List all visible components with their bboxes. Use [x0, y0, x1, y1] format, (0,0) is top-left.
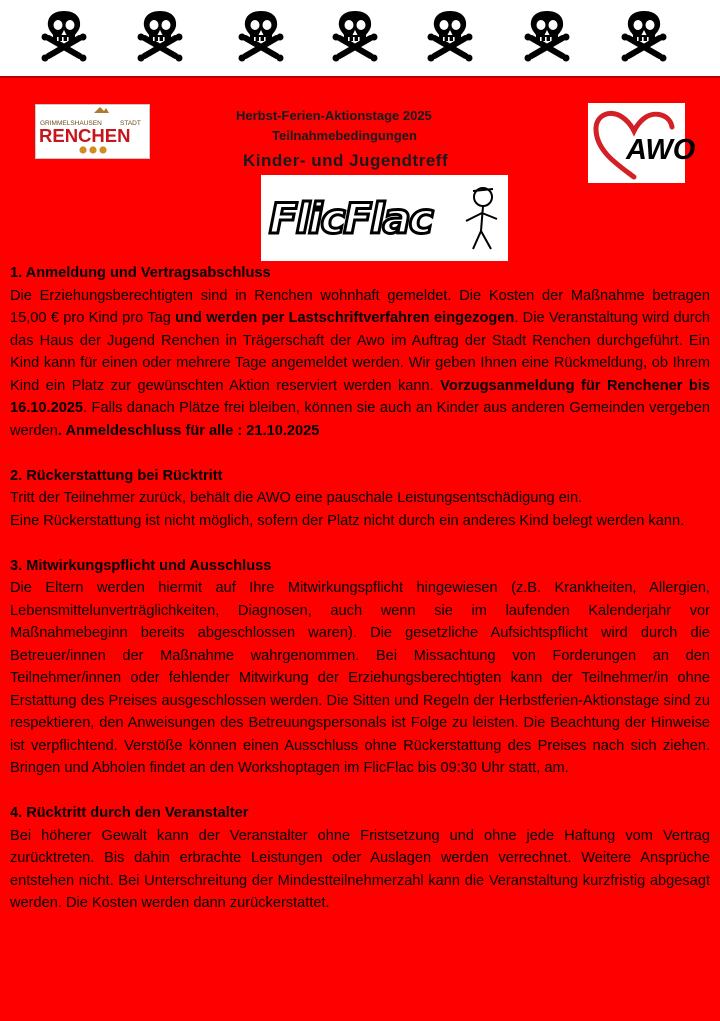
- renchen-logo-small: GRIMMELSHAUSEN: [40, 120, 102, 127]
- section-4-heading: 4. Rücktritt durch den Veranstalter: [10, 805, 249, 821]
- flicflac-logo-text: FlicFlac: [269, 194, 432, 243]
- renchen-logo: [35, 104, 150, 159]
- title-line-2: Teilnahmebedingungen: [272, 128, 417, 143]
- section-2-body-2: Eine Rückerstattung ist nicht möglich, sofern der Platz nicht durch ein anderes Kind belegt werden kann.: [10, 512, 685, 529]
- title-line-1: Herbst-Ferien-Aktionstage 2025: [236, 108, 432, 123]
- awo-logo: [588, 103, 696, 183]
- skull-crossbones-icon: [41, 10, 87, 64]
- renchen-logo-stadt: STADT: [120, 120, 141, 127]
- section-3-body: Die Eltern werden hiermit auf Ihre Mitwirkungspflicht hingewiesen (z.B. Krankheiten, Allergien, Lebensmittelunverträglichkeiten, Diagnosen, auch wenn sie im laufenden Kalenderjahr vor Maßnahmebeginn bereits abgeschlossen waren). Die gesetzliche Aufsichtspflicht wird durch die Betreuer/innen der Maßnahme wahrgenommen. Bei Missachtung von Forderungen an den Teilnehmer/innen oder fehlender Mitwirkung der Erziehungsberechtigten kann der Teilnehmer/in ohne Erstattung des Preises ausgeschlossen werden. Die Sitten und Regeln der Herbstferien-Aktionstage sind zu respektieren, den Anweisungen des Betreuungspersonals ist Folge zu leisten. Die Beachtung der Hinweise ist verpflichtend. Verstöße können einen Ausschluss ohne Rückerstattung des Preises nach sich ziehen. Bringen und Abholen findet an den Workshoptagen im FlicFlac bis 09:30 Uhr statt, am.: [10, 580, 710, 776]
- skull-crossbones-icon: [621, 10, 667, 64]
- skull-decoration-row: [0, 0, 720, 76]
- section-1-heading: 1. Anmeldung und Vertragsabschluss: [10, 265, 271, 281]
- section-3-heading: 3. Mitwirkungspflicht und Ausschluss: [10, 557, 272, 574]
- renchen-logo-name: RENCHEN: [39, 125, 131, 146]
- conditions-text: [10, 262, 710, 915]
- section-4-body: Bei höherer Gewalt kann der Veranstalter ohne Fristsetzung und ohne jede Haftung vom Vertrag zurücktreten. Bis dahin erbrachte Leistungen oder Auslagen werden verrechnet. Weitere Ansprüche entstehen nicht. Bei Unterschreitung der Mindestteilnehmerzahl kann die Veranstaltung kurzfristig abgesagt werden. Die Kosten werden dann zurückerstattet.: [10, 827, 710, 911]
- skull-crossbones-icon: [524, 10, 570, 64]
- title-line-3: Kinder- und Jugendtreff: [243, 151, 449, 170]
- skull-crossbones-icon: [137, 10, 183, 64]
- skull-crossbones-icon: [427, 10, 473, 64]
- flicflac-logo: [261, 175, 508, 261]
- section-1-body: Die Erziehungsberechtigten sind in Renchen wohnhaft gemeldet. Die Kosten der Maßnahme betragen 15,00 € pro Kind pro Tag und werden per Lastschriftverfahren eingezogen. Die Veranstaltung wird durch das Haus der Jugend Renchen in Trägerschaft der Awo im Auftrag der Stadt Renchen durchgeführt. Ein Kind kann für einen oder mehrere Tage angemeldet werden. Wir geben Ihnen eine Rückmeldung, ob Ihrem Kind ein Platz zur gewünschten Aktion reserviert werden kann. Vorzugsanmeldung für Renchener bis 16.10.2025. Falls danach Plätze frei bleiben, können sie auch an Kinder aus anderen Gemeinden vergeben werden. Anmeldeschluss für alle : 21.10.2025: [10, 287, 711, 439]
- awo-logo-text: AWO: [626, 134, 696, 166]
- section-2-body-1: Tritt der Teilnehmer zurück, behält die AWO eine pauschale Leistungsentschädigung ein.: [10, 490, 583, 506]
- skull-crossbones-icon: [238, 10, 284, 64]
- section-2-heading: 2. Rückerstattung bei Rücktritt: [10, 467, 223, 484]
- skull-crossbones-icon: [332, 10, 378, 64]
